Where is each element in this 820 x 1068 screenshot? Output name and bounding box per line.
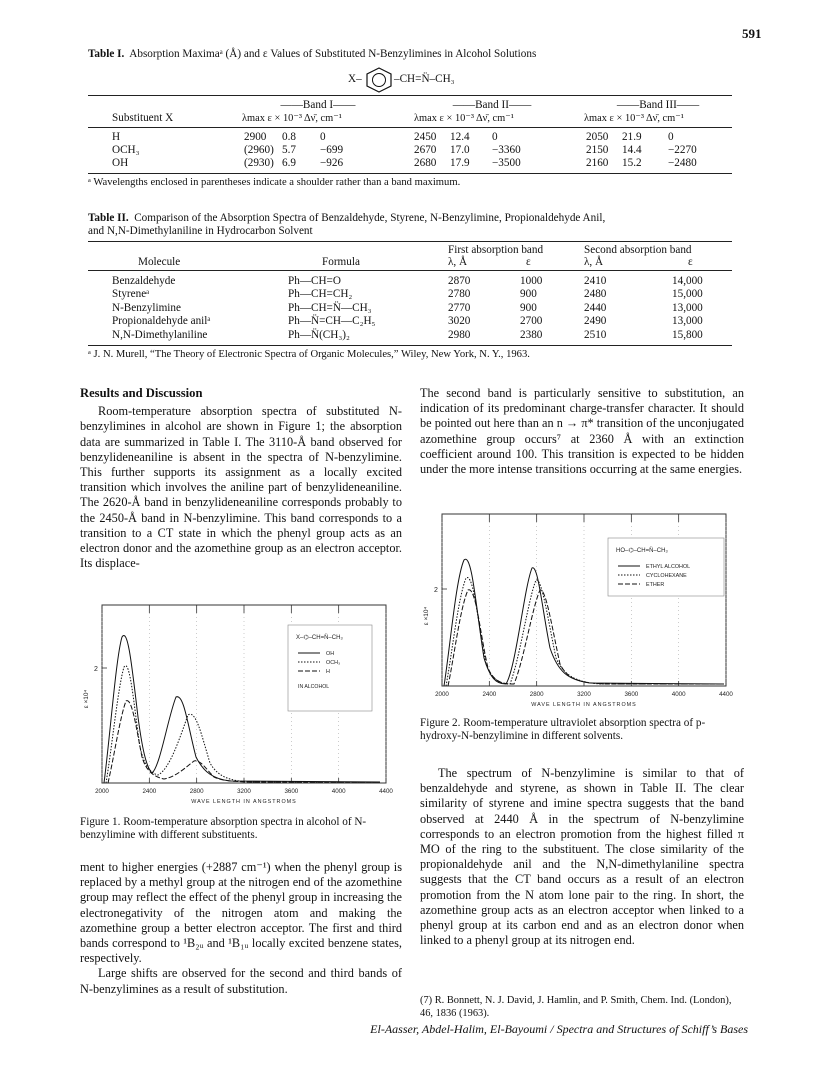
paragraph: The spectrum of N-benzylimine is similar to that of benzaldehyde and styrene, as shown in Table II. The clear similarity of styrene and imine spectra suggests that the band observed at 2440 Å in the spectrum of N-benzylimine corresponds to an electron promotion from the highest filled π MO of the ring to the substituent. The close similarity of the propionaldehyde anil and the N,N-dimethylaniline spectra suggests that the CT band occurs as a result of an electron promotion from the N atom lone pair to the ring. In short, the azomethine group acts as an electron acceptor when linked to a phenyl group at its carbon end and as an electron donor when linked to a phenyl group at its nitrogen end. xyxy=(420,766,744,948)
table1-cell: 2450 xyxy=(414,131,437,143)
x-tick-label: 2800 xyxy=(529,691,544,698)
figure1-caption xyxy=(80,816,402,842)
table1-cell: −2480 xyxy=(668,157,697,169)
table2-row-label: Styreneᵃ xyxy=(112,288,150,301)
table1-row-label: H xyxy=(112,131,121,143)
x-tick-label: 2400 xyxy=(142,788,157,795)
table1-cell: 12.4 xyxy=(450,131,470,143)
table2-caption-label: Table II. xyxy=(88,212,129,224)
paragraph: ment to higher energies (+2887 cm⁻¹) when the phenyl group is replaced by a methyl group at the nitrogen end of the azomethine group may reflect the effect of the phenyl group in increasing the electronegativity of the nitrogen atom and making the azomethine group a better electron acceptor. The first and third bands correspond to ¹B₂ᵤ and ¹B₁ᵤ locally excited benzene states, respectively. xyxy=(80,860,402,966)
table1-cell: 2680 xyxy=(414,157,437,169)
page-footer: El-Aasser, Abdel-Halim, El-Bayoumi / Spectra and Structures of Schiff’s Bases xyxy=(370,1022,748,1036)
x-tick-label: 3200 xyxy=(237,788,251,795)
table1-cell: 21.9 xyxy=(622,131,642,143)
figure1-caption-text: Room-temperature absorption spectra in alcohol of N-benzylimine with different substituents. xyxy=(80,816,367,841)
legend-label: ETHYL ALCOHOL xyxy=(646,564,691,570)
table1-cell: 0 xyxy=(492,131,498,143)
molecule-header: Molecule xyxy=(138,256,181,268)
figure1-caption-label: Figure 1. xyxy=(80,816,121,828)
table2-body xyxy=(0,275,820,343)
table1-caption-text: Absorption Maximaᵃ (Å) and ε Values of Substituted N-Benzylimines in Alcohol Solutions xyxy=(129,48,537,60)
table2-cell: 2440 xyxy=(584,301,607,314)
table1-cell: 5.7 xyxy=(282,144,296,156)
table2-cell: 1000 xyxy=(520,275,543,287)
table1-cell: 2900 xyxy=(244,131,267,143)
table1-caption-label: Table I. xyxy=(88,48,125,60)
table1-cell: −3500 xyxy=(492,157,521,169)
table2-cell: 2780 xyxy=(448,288,471,301)
table2-cell: 13,000 xyxy=(672,301,703,314)
y-tick-label: 2 xyxy=(94,666,98,673)
benzene-ring-icon xyxy=(364,66,394,94)
table1-cell: −2270 xyxy=(668,144,697,156)
page-number: 591 xyxy=(742,26,762,41)
table1-structure xyxy=(348,66,548,94)
legend-label: ETHER xyxy=(646,582,665,588)
table2-cell: 2410 xyxy=(584,275,607,287)
first-eps-header: ε xyxy=(526,256,531,268)
table2-cell: 15,800 xyxy=(672,328,703,341)
band2-subheader: λmax ε × 10⁻³ Δν̄, cm⁻¹ xyxy=(414,113,514,124)
band3-subheader: λmax ε × 10⁻³ Δν̄, cm⁻¹ xyxy=(584,113,684,124)
paragraph: Large shifts are observed for the second and third bands of N-benzylimines as a result of substitution. xyxy=(80,966,402,996)
spectrum-curve xyxy=(448,590,724,686)
legend-note: IN ALCOHOL xyxy=(298,684,330,690)
band2-header: ——Band II—— xyxy=(452,99,532,111)
table1-cell: 6.9 xyxy=(282,157,296,169)
table1-cell: 2160 xyxy=(586,157,609,169)
legend-structure: HO–⌬–CH=N̈–CH₃ xyxy=(616,548,668,554)
table1-cell: −699 xyxy=(320,144,344,156)
table2-cell: 2480 xyxy=(584,288,607,301)
x-tick-label: 3600 xyxy=(624,691,639,698)
figure2-caption-text: Room-temperature ultraviolet absorption spectra of p-hydroxy-N-benzylimine in different solvents. xyxy=(420,717,706,742)
reference-7: (7) R. Bonnett, N. J. David, J. Hamlin, and P. Smith, Chem. Ind. (London), 46, 1836 (1963). xyxy=(420,995,732,1019)
table1-row-label: OCH₃ xyxy=(112,144,140,156)
x-tick-label: 2000 xyxy=(95,788,109,795)
table1-cell: 2050 xyxy=(586,131,609,143)
table2-row-label: N-Benzylimine xyxy=(112,301,181,314)
first-band-header: First absorption band xyxy=(448,244,544,256)
table1-cell: 2150 xyxy=(586,144,609,156)
table1-cell: 2670 xyxy=(414,144,437,156)
figure2-caption-label: Figure 2. xyxy=(420,717,461,729)
x-tick-label: 2400 xyxy=(482,691,497,698)
table2-cell: 2490 xyxy=(584,315,607,328)
legend-label: OCH₃ xyxy=(326,660,341,666)
structure-left: X– xyxy=(348,73,362,85)
substituent-header: Substituent X xyxy=(112,112,174,124)
table1-cell: 15.2 xyxy=(622,157,642,169)
table2-cell: 900 xyxy=(520,301,537,314)
first-lambda-header: λ, Å xyxy=(448,256,468,268)
x-tick-label: 3600 xyxy=(284,788,299,795)
table1-body xyxy=(0,131,820,171)
table1-caption xyxy=(88,48,788,61)
table2-cell: Ph—N̈(CH₃)₂ xyxy=(288,328,350,341)
table2-row-label: N,N-Dimethylaniline xyxy=(112,328,208,341)
table2-cell: 13,000 xyxy=(672,315,703,328)
table2-row-label: Benzaldehyde xyxy=(112,275,176,287)
table2-cell: 2870 xyxy=(448,275,471,287)
table1-cell: 17.9 xyxy=(450,157,470,169)
table2-cell: 2380 xyxy=(520,328,543,341)
table2-caption-line2: and N,N-Dimethylaniline in Hydrocarbon Solvent xyxy=(88,225,313,237)
table2-cell: 3020 xyxy=(448,315,471,328)
paragraph: Room-temperature absorption spectra of substituted N-benzylimines in alcohol are shown in Figure 1; the absorption data are summarized in Table I. The 3110-Å band observed for benzylideneaniline is absent in the spectra of N-benzylimine. This further supports its assignment as a locally excited transition which involves the aniline part of benzylideneaniline. The 2620-Å band in benzylideneaniline corresponds probably to the 2450-Å band in N-benzylimine. This band corresponds to a transition to a CT state in which the phenyl group acts as an electron donor and the azomethine group as an electron acceptor. Its displace- xyxy=(80,404,402,571)
formula-header: Formula xyxy=(322,256,360,268)
table2-cell: 900 xyxy=(520,288,537,301)
table2-cell: 2510 xyxy=(584,328,607,341)
table2-cell: 2770 xyxy=(448,301,471,314)
table1-cell: 0 xyxy=(668,131,674,143)
table1-cell: −926 xyxy=(320,157,344,169)
second-eps-header: ε xyxy=(688,256,693,268)
x-axis-label: WAVE LENGTH IN ANGSTROMS xyxy=(531,702,637,708)
paragraph: The second band is particularly sensitive to substitution, an indication of its predominant charge-transfer character. It should be pointed out here than an n → π* transition of the unconjugated azomethine group occurs⁷ at 2360 Å with an extinction coefficient around 100. This transition is expected to be hidden under the more intense transitions occurring at the same energies. xyxy=(420,386,744,477)
second-band-header: Second absorption band xyxy=(584,244,692,256)
table1-cell: (2930) xyxy=(244,157,274,169)
second-lambda-header: λ, Å xyxy=(584,256,604,268)
table1-cell: −3360 xyxy=(492,144,521,156)
table1-cell: (2960) xyxy=(244,144,274,156)
y-tick-label: 2 xyxy=(434,587,438,594)
left-column-bottom xyxy=(80,860,402,997)
x-tick-label: 4000 xyxy=(331,788,346,795)
y-axis-label: ε ×10⁴ xyxy=(83,689,90,709)
table2-cell: 2980 xyxy=(448,328,471,341)
legend-label: CYCLOHEXANE xyxy=(646,573,687,579)
table1-row-label: OH xyxy=(112,157,129,169)
x-tick-label: 3200 xyxy=(577,691,591,698)
band1-header: ——Band I—— xyxy=(280,99,356,111)
x-tick-label: 2800 xyxy=(189,788,204,795)
table1-cell: 17.0 xyxy=(450,144,470,156)
y-axis-label: ε ×10⁴ xyxy=(423,606,430,626)
figure2-caption xyxy=(420,717,744,743)
x-tick-label: 2000 xyxy=(435,691,449,698)
table2-caption-line1: Comparison of the Absorption Spectra of Benzaldehyde, Styrene, N-Benzylimine, Propionaldehyde Anil, xyxy=(134,212,606,224)
table2-cell: 15,000 xyxy=(672,288,703,301)
table2-cell: Ph—CH=O xyxy=(288,275,341,287)
table2-cell: 2700 xyxy=(520,315,543,328)
section-heading: Results and Discussion xyxy=(80,386,203,400)
table1-footnote: ᵃ Wavelengths enclosed in parentheses indicate a shoulder rather than a band maximum. xyxy=(88,177,461,188)
band1-subheader: λmax ε × 10⁻³ Δν̄, cm⁻¹ xyxy=(242,113,342,124)
table1-cell: 14.4 xyxy=(622,144,642,156)
legend-structure: X–⌬–CH=N̈–CH₃ xyxy=(296,635,343,641)
right-column-top xyxy=(420,386,744,477)
figure2-plot xyxy=(420,508,746,712)
x-tick-label: 4000 xyxy=(671,691,686,698)
band3-header: ——Band III—— xyxy=(616,99,700,111)
table2-cell: 14,000 xyxy=(672,275,703,287)
structure-right: –CH=N̈–CH₃ xyxy=(394,73,455,85)
table2-cell: Ph—CH=N̈—CH₃ xyxy=(288,301,372,314)
table2-row-label: Propionaldehyde anilᵃ xyxy=(112,315,211,328)
table1-cell: 0.8 xyxy=(282,131,296,143)
table2-footnote: ᵃ J. N. Murell, “The Theory of Electronic Spectra of Organic Molecules,” Wiley, New York, N. Y., 1963. xyxy=(88,349,530,360)
figure1-plot xyxy=(80,597,406,809)
table2-caption xyxy=(88,212,768,238)
x-tick-label: 4400 xyxy=(719,691,733,698)
x-tick-label: 4400 xyxy=(379,788,393,795)
legend-label: H xyxy=(326,669,330,675)
legend-label: OH xyxy=(326,651,335,657)
x-axis-label: WAVE LENGTH IN ANGSTROMS xyxy=(191,799,297,805)
table2-cell: Ph—CH=CH₂ xyxy=(288,288,353,301)
left-column-top xyxy=(80,386,402,571)
right-column-bottom xyxy=(420,766,744,948)
table2-cell: Ph—N̈=CH—C₂H₅ xyxy=(288,315,376,328)
table1-cell: 0 xyxy=(320,131,326,143)
